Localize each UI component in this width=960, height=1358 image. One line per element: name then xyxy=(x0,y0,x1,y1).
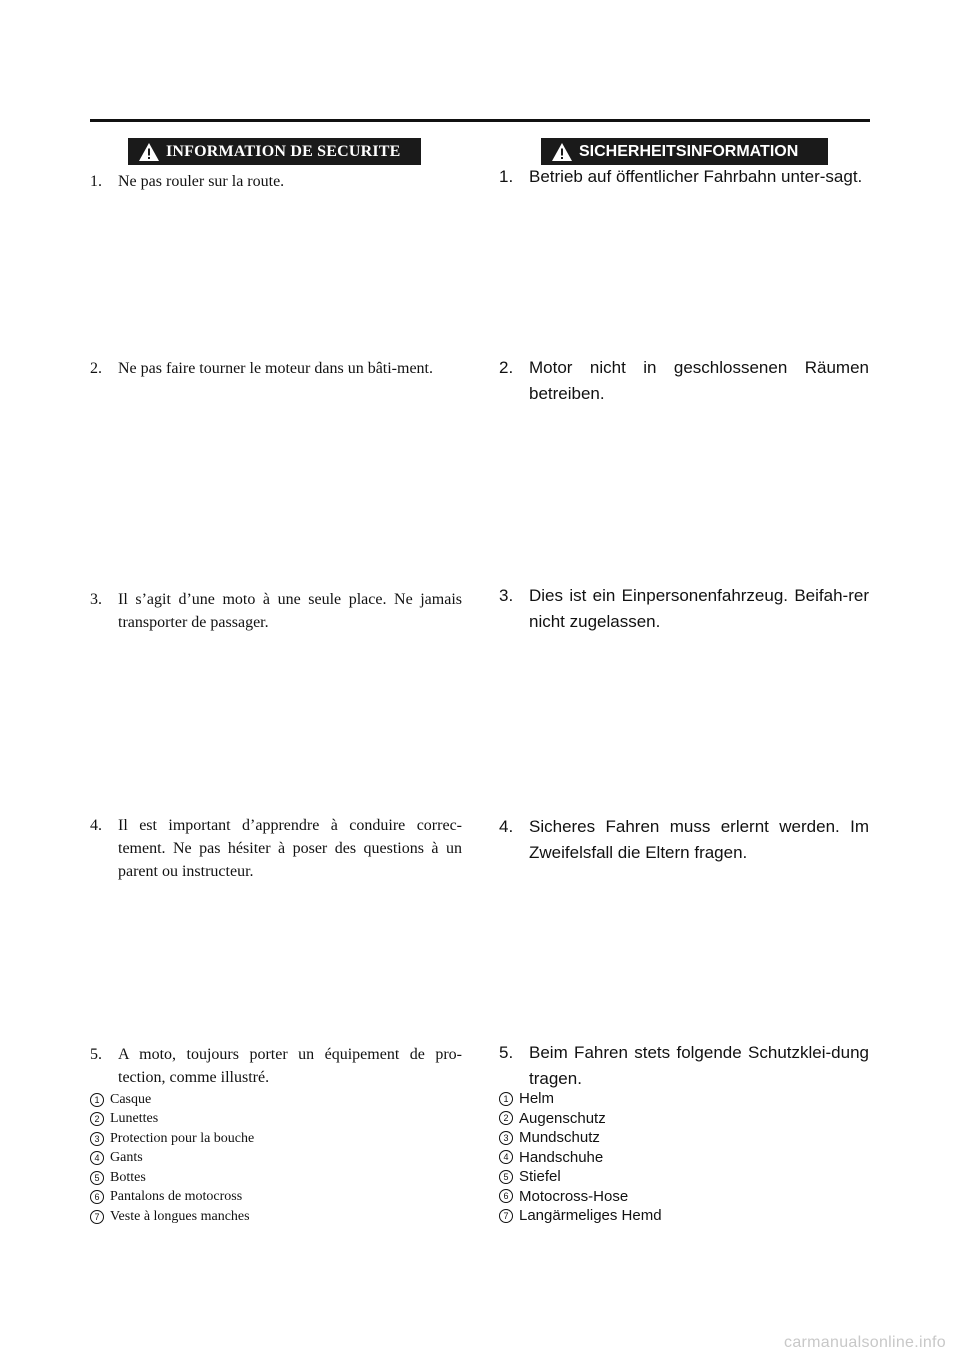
fr-item-text: Il s’agit d’une moto à une seule place. Ne jamais transporter de passager. xyxy=(118,591,462,631)
de-item-text: Dies ist ein Einpersonenfahrzeug. Beifah-rer nicht zugelassen. xyxy=(529,586,869,631)
top-rule xyxy=(90,119,870,122)
de-item-4 xyxy=(499,814,869,866)
de-item-2 xyxy=(499,355,869,407)
legend-number: 1 xyxy=(90,1093,104,1107)
de-item-1 xyxy=(499,164,869,190)
legend-label: Augenschutz xyxy=(519,1109,606,1127)
warning-triangle-icon xyxy=(551,142,573,162)
legend-number: 6 xyxy=(499,1189,513,1203)
legend-item xyxy=(90,1129,254,1149)
de-item-5 xyxy=(499,1040,869,1092)
legend-label: Helm xyxy=(519,1090,555,1108)
legend-item xyxy=(90,1149,254,1169)
legend-number: 6 xyxy=(90,1190,104,1204)
fr-item-4 xyxy=(90,814,462,883)
fr-item-number: 3. xyxy=(90,591,102,608)
legend-item xyxy=(90,1090,254,1110)
legend-label: Lunettes xyxy=(110,1111,159,1127)
de-equipment-legend xyxy=(499,1089,662,1226)
legend-item xyxy=(90,1188,254,1208)
de-item-number: 1. xyxy=(499,167,514,186)
legend-label: Handschuhe xyxy=(519,1148,604,1166)
fr-item-text: A moto, toujours porter un équipement de pro-tection, comme illustré. xyxy=(118,1046,462,1086)
fr-item-5 xyxy=(90,1043,462,1089)
legend-item xyxy=(90,1207,254,1227)
legend-item xyxy=(499,1167,662,1187)
legend-number: 2 xyxy=(499,1111,513,1125)
legend-item xyxy=(90,1168,254,1188)
legend-number: 4 xyxy=(90,1151,104,1165)
safety-header-de xyxy=(541,138,828,165)
fr-item-number: 5. xyxy=(90,1046,102,1063)
legend-number: 5 xyxy=(90,1171,104,1185)
legend-number: 1 xyxy=(499,1092,513,1106)
fr-item-number: 4. xyxy=(90,817,102,834)
legend-label: Protection pour la bouche xyxy=(110,1130,255,1146)
legend-item xyxy=(499,1187,662,1207)
de-item-text: Sicheres Fahren muss erlernt werden. Im Zweifelsfall die Eltern fragen. xyxy=(529,817,869,862)
fr-item-number: 2. xyxy=(90,360,102,377)
fr-item-text: Ne pas rouler sur la route. xyxy=(118,173,285,190)
de-item-text: Motor nicht in geschlossenen Räumen betreiben. xyxy=(529,358,869,403)
legend-number: 3 xyxy=(499,1131,513,1145)
legend-label: Pantalons de motocross xyxy=(110,1189,243,1205)
legend-label: Motocross-Hose xyxy=(519,1187,629,1205)
legend-number: 4 xyxy=(499,1150,513,1164)
legend-item xyxy=(499,1206,662,1226)
legend-label: Casque xyxy=(110,1091,152,1107)
safety-header-de-label: SICHERHEITSINFORMATION xyxy=(579,142,799,160)
legend-item xyxy=(499,1109,662,1129)
de-item-number: 5. xyxy=(499,1043,514,1062)
legend-label: Stiefel xyxy=(519,1168,561,1186)
legend-item xyxy=(499,1128,662,1148)
legend-number: 3 xyxy=(90,1132,104,1146)
legend-item xyxy=(90,1110,254,1130)
legend-label: Gants xyxy=(110,1150,143,1166)
legend-number: 5 xyxy=(499,1170,513,1184)
de-item-number: 4. xyxy=(499,817,514,836)
fr-item-text: Ne pas faire tourner le moteur dans un bâti-ment. xyxy=(118,360,433,377)
legend-item xyxy=(499,1089,662,1109)
legend-label: Mundschutz xyxy=(519,1129,600,1147)
legend-label: Bottes xyxy=(110,1169,146,1185)
site-watermark: carmanualsonline.info xyxy=(784,1334,946,1351)
legend-label: Langärmeliges Hemd xyxy=(519,1207,662,1225)
fr-item-1 xyxy=(90,170,462,193)
legend-label: Veste à longues manches xyxy=(110,1208,250,1224)
de-item-number: 3. xyxy=(499,586,514,605)
safety-header-fr-label: INFORMATION DE SECURITE xyxy=(166,142,401,160)
legend-number: 2 xyxy=(90,1112,104,1126)
fr-equipment-legend xyxy=(90,1090,254,1227)
fr-item-3 xyxy=(90,588,462,634)
de-item-text: Beim Fahren stets folgende Schutzklei-dung tragen. xyxy=(529,1043,869,1088)
legend-number: 7 xyxy=(499,1209,513,1223)
warning-triangle-icon xyxy=(138,142,160,162)
safety-header-fr xyxy=(128,138,421,165)
fr-item-number: 1. xyxy=(90,173,102,190)
fr-item-text: Il est important d’apprendre à conduire correc-tement. Ne pas hésiter à poser des questions à un parent ou instructeur. xyxy=(118,817,462,880)
de-item-number: 2. xyxy=(499,358,514,377)
de-item-text: Betrieb auf öffentlicher Fahrbahn unter-sagt. xyxy=(529,167,863,186)
legend-number: 7 xyxy=(90,1210,104,1224)
fr-item-2 xyxy=(90,357,462,380)
de-item-3 xyxy=(499,583,869,635)
legend-item xyxy=(499,1148,662,1168)
